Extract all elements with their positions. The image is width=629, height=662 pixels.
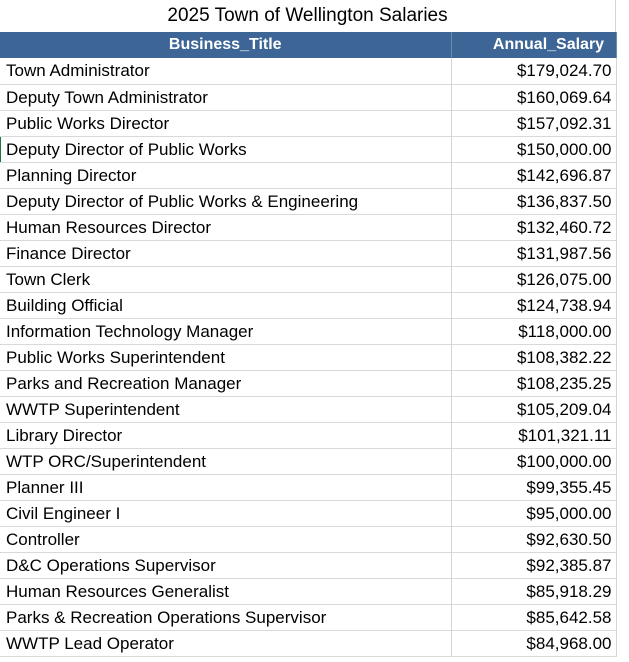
business-title-cell[interactable]: Deputy Director of Public Works	[0, 136, 451, 162]
table-row	[0, 110, 616, 136]
table-body	[0, 58, 616, 656]
table-row	[0, 344, 616, 370]
column-header-annual-salary[interactable]: Annual_Salary	[451, 32, 616, 58]
business-title-cell[interactable]: Library Director	[0, 422, 451, 448]
business-title-cell[interactable]: Deputy Director of Public Works & Engineering	[0, 188, 451, 214]
annual-salary-cell[interactable]: $157,092.31	[451, 110, 616, 136]
table-row	[0, 188, 616, 214]
table-row	[0, 500, 616, 526]
table-row	[0, 396, 616, 422]
annual-salary-cell[interactable]: $136,837.50	[451, 188, 616, 214]
annual-salary-cell[interactable]: $124,738.94	[451, 292, 616, 318]
business-title-cell[interactable]: D&C Operations Supervisor	[0, 552, 451, 578]
annual-salary-cell[interactable]: $92,630.50	[451, 526, 616, 552]
annual-salary-cell[interactable]: $126,075.00	[451, 266, 616, 292]
annual-salary-cell[interactable]: $85,918.29	[451, 578, 616, 604]
table-row	[0, 604, 616, 630]
annual-salary-cell[interactable]: $105,209.04	[451, 396, 616, 422]
business-title-cell[interactable]: Public Works Director	[0, 110, 451, 136]
business-title-cell[interactable]: Parks & Recreation Operations Supervisor	[0, 604, 451, 630]
annual-salary-cell[interactable]: $84,968.00	[451, 630, 616, 656]
business-title-cell[interactable]: Town Clerk	[0, 266, 451, 292]
table-row	[0, 526, 616, 552]
table-row	[0, 240, 616, 266]
business-title-cell[interactable]: Planning Director	[0, 162, 451, 188]
annual-salary-cell[interactable]: $160,069.64	[451, 84, 616, 110]
business-title-cell[interactable]: Finance Director	[0, 240, 451, 266]
annual-salary-cell[interactable]: $150,000.00	[451, 136, 616, 162]
table-row	[0, 370, 616, 396]
business-title-cell[interactable]: Public Works Superintendent	[0, 344, 451, 370]
business-title-cell[interactable]: Town Administrator	[0, 58, 451, 84]
business-title-cell[interactable]: Civil Engineer I	[0, 500, 451, 526]
table-row	[0, 266, 616, 292]
table-row	[0, 422, 616, 448]
annual-salary-cell[interactable]: $85,642.58	[451, 604, 616, 630]
table-row	[0, 552, 616, 578]
annual-salary-cell[interactable]: $101,321.11	[451, 422, 616, 448]
table-row	[0, 292, 616, 318]
business-title-cell[interactable]: Parks and Recreation Manager	[0, 370, 451, 396]
business-title-cell[interactable]: Human Resources Director	[0, 214, 451, 240]
business-title-cell[interactable]: Information Technology Manager	[0, 318, 451, 344]
business-title-cell[interactable]: WTP ORC/Superintendent	[0, 448, 451, 474]
sheet-title[interactable]: 2025 Town of Wellington Salaries	[0, 0, 616, 32]
annual-salary-cell[interactable]: $142,696.87	[451, 162, 616, 188]
table-row	[0, 630, 616, 656]
annual-salary-cell[interactable]: $95,000.00	[451, 500, 616, 526]
salary-table	[0, 32, 617, 657]
table-row	[0, 448, 616, 474]
annual-salary-cell[interactable]: $108,382.22	[451, 344, 616, 370]
header-row	[0, 32, 616, 58]
business-title-cell[interactable]: Human Resources Generalist	[0, 578, 451, 604]
annual-salary-cell[interactable]: $179,024.70	[451, 58, 616, 84]
business-title-cell[interactable]: Controller	[0, 526, 451, 552]
business-title-cell[interactable]: WWTP Lead Operator	[0, 630, 451, 656]
table-row	[0, 214, 616, 240]
table-row	[0, 162, 616, 188]
business-title-cell[interactable]: Planner III	[0, 474, 451, 500]
annual-salary-cell[interactable]: $131,987.56	[451, 240, 616, 266]
business-title-cell[interactable]: Deputy Town Administrator	[0, 84, 451, 110]
table-row	[0, 474, 616, 500]
business-title-cell[interactable]: WWTP Superintendent	[0, 396, 451, 422]
table-row	[0, 84, 616, 110]
table-row	[0, 136, 616, 162]
column-header-business-title[interactable]: Business_Title	[0, 32, 451, 58]
annual-salary-cell[interactable]: $99,355.45	[451, 474, 616, 500]
annual-salary-cell[interactable]: $132,460.72	[451, 214, 616, 240]
annual-salary-cell[interactable]: $100,000.00	[451, 448, 616, 474]
annual-salary-cell[interactable]: $118,000.00	[451, 318, 616, 344]
table-row	[0, 318, 616, 344]
annual-salary-cell[interactable]: $92,385.87	[451, 552, 616, 578]
annual-salary-cell[interactable]: $108,235.25	[451, 370, 616, 396]
table-row	[0, 58, 616, 84]
table-row	[0, 578, 616, 604]
business-title-cell[interactable]: Building Official	[0, 292, 451, 318]
